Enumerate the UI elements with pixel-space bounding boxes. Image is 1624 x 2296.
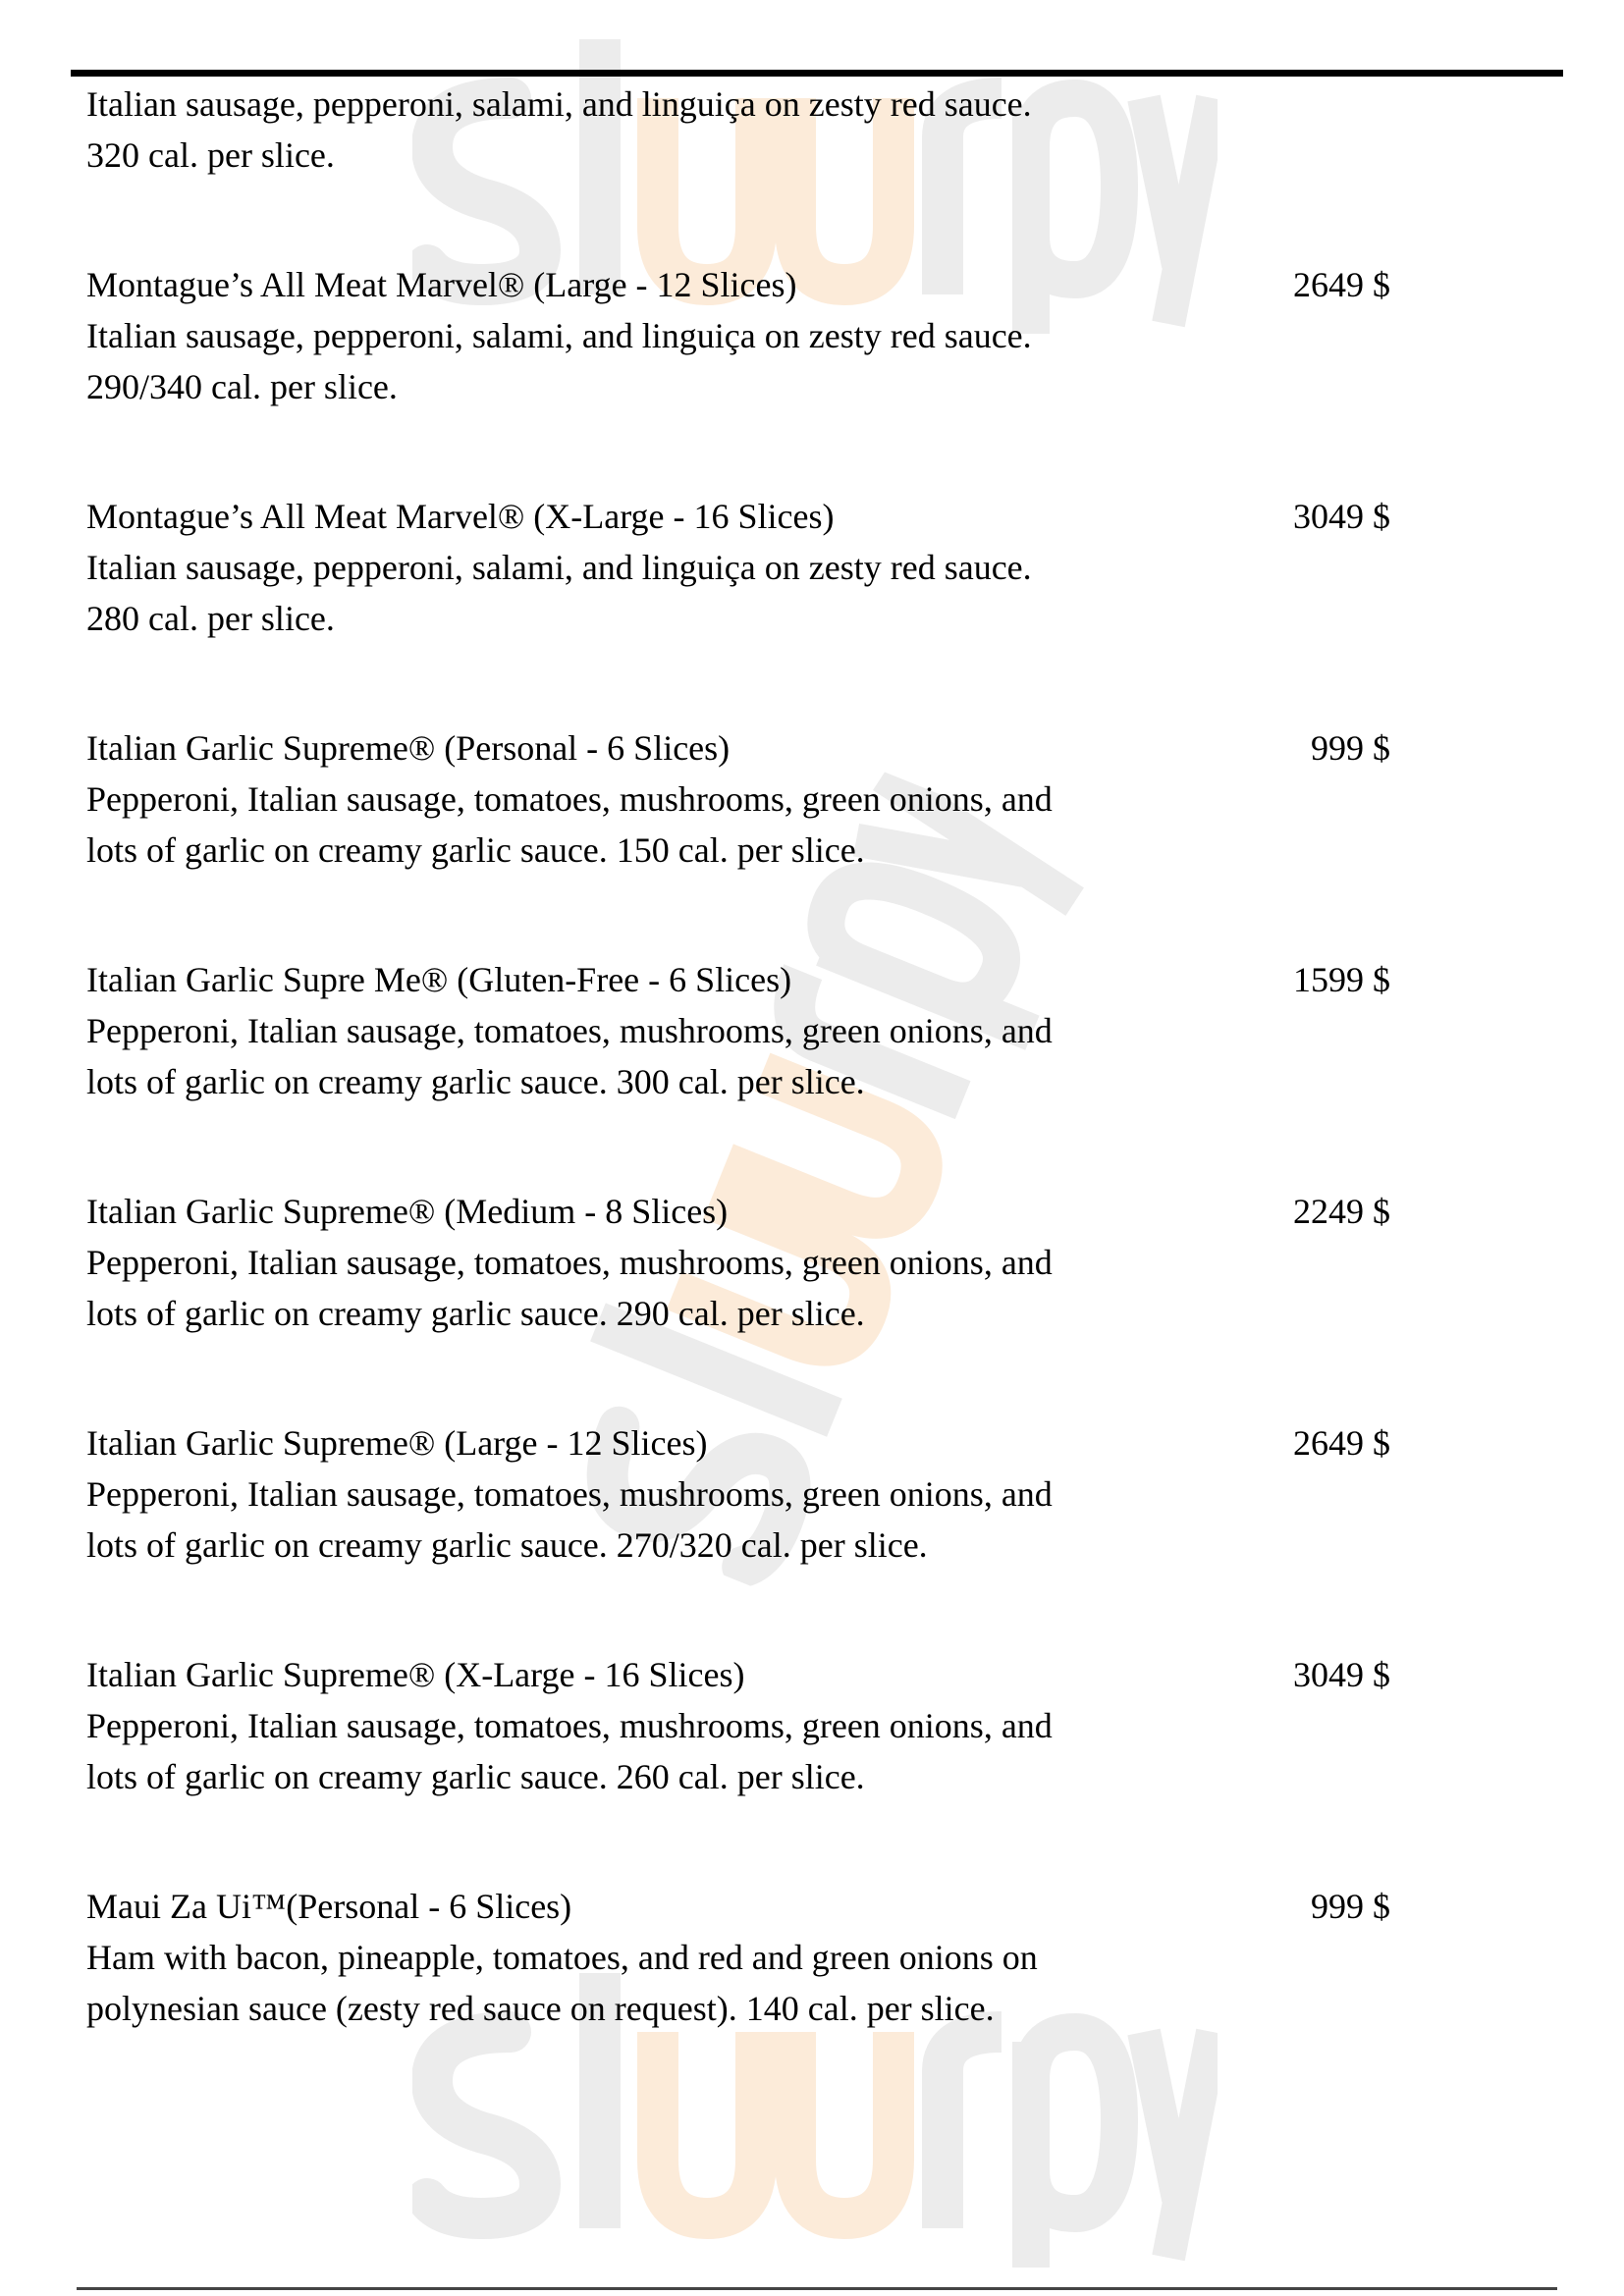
desc-line: Pepperoni, Italian sausage, tomatoes, mushrooms, green onions, and	[86, 1474, 1053, 1514]
item-price: 2649 $	[1293, 265, 1390, 304]
item-title: Maui Za Ui™(Personal - 6 Slices)	[86, 1887, 572, 1926]
desc-line: Pepperoni, Italian sausage, tomatoes, mushrooms, green onions, and	[86, 1706, 1053, 1745]
desc-line: Italian sausage, pepperoni, salami, and linguiça on zesty red sauce.	[86, 316, 1032, 355]
desc-line: Italian sausage, pepperoni, salami, and linguiça on zesty red sauce.	[86, 548, 1032, 587]
desc-line: Ham with bacon, pineapple, tomatoes, and red and green onions on	[86, 1938, 1038, 1977]
item-price: 2649 $	[1293, 1423, 1390, 1463]
item-title: Italian Garlic Supre Me® (Gluten-Free - 6 Slices)	[86, 960, 792, 999]
desc-line: 280 cal. per slice.	[86, 599, 335, 638]
menu-item	[86, 259, 1032, 412]
desc-line: Pepperoni, Italian sausage, tomatoes, mushrooms, green onions, and	[86, 1011, 1053, 1050]
desc-line: lots of garlic on creamy garlic sauce. 270/320 cal. per slice.	[86, 1525, 928, 1565]
desc-line: polynesian sauce (zesty red sauce on request). 140 cal. per slice.	[86, 1989, 995, 2028]
item-title: Italian Garlic Supreme® (X-Large - 16 Slices)	[86, 1655, 745, 1694]
top-divider	[71, 70, 1563, 77]
desc-line: lots of garlic on creamy garlic sauce. 260 cal. per slice.	[86, 1757, 865, 1796]
item-title: Italian Garlic Supreme® (Personal - 6 Slices)	[86, 728, 731, 768]
desc-line: Pepperoni, Italian sausage, tomatoes, mushrooms, green onions, and	[86, 779, 1053, 819]
desc-line: 290/340 cal. per slice.	[86, 367, 398, 406]
menu-item	[86, 1417, 1053, 1571]
item-title: Montague’s All Meat Marvel® (Large - 12 Slices)	[86, 265, 797, 304]
item-price: 999 $	[1311, 728, 1390, 768]
desc-line: lots of garlic on creamy garlic sauce. 150 cal. per slice.	[86, 830, 865, 870]
item-price: 3049 $	[1293, 497, 1390, 536]
item-title: Montague’s All Meat Marvel® (X-Large - 16 Slices)	[86, 497, 835, 536]
menu-item	[86, 954, 1053, 1107]
menu-item	[86, 1881, 1038, 2034]
item-title: Italian Garlic Supreme® (Large - 12 Slices)	[86, 1423, 708, 1463]
desc-line: Italian sausage, pepperoni, salami, and linguiça on zesty red sauce.	[86, 84, 1032, 124]
menu-item	[86, 1186, 1053, 1339]
item-price: 2249 $	[1293, 1192, 1390, 1231]
desc-line: lots of garlic on creamy garlic sauce. 300 cal. per slice.	[86, 1062, 865, 1101]
bottom-divider	[77, 2287, 1557, 2290]
continued-item-description	[86, 79, 1032, 181]
item-price: 3049 $	[1293, 1655, 1390, 1694]
desc-line: Pepperoni, Italian sausage, tomatoes, mushrooms, green onions, and	[86, 1243, 1053, 1282]
menu-item	[86, 1649, 1053, 1802]
item-title: Italian Garlic Supreme® (Medium - 8 Slices)	[86, 1192, 729, 1231]
item-price: 1599 $	[1293, 960, 1390, 999]
desc-line: 320 cal. per slice.	[86, 135, 335, 175]
menu-item	[86, 722, 1053, 876]
item-price: 999 $	[1311, 1887, 1390, 1926]
menu-item	[86, 491, 1032, 644]
desc-line: lots of garlic on creamy garlic sauce. 290 cal. per slice.	[86, 1294, 865, 1333]
